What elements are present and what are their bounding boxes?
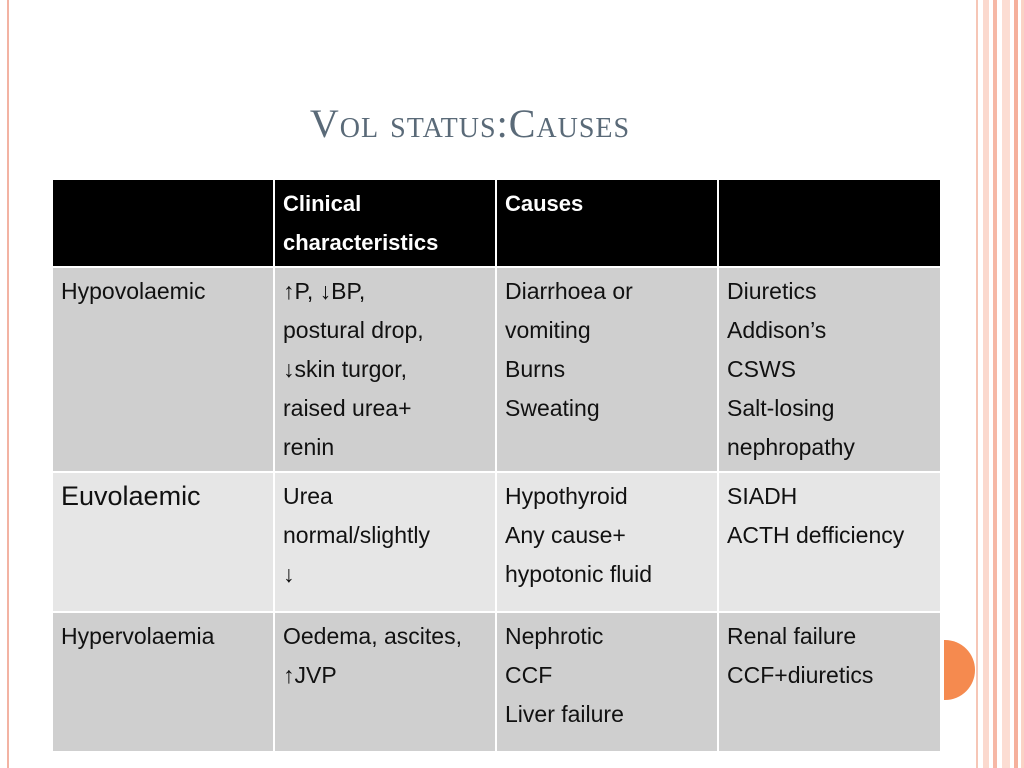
cell-line: ACTH defficiency	[727, 522, 905, 548]
table-row	[52, 267, 941, 472]
cell-line: Diarrhoea or	[505, 278, 633, 304]
other-causes-cell	[718, 267, 941, 472]
header-cell	[52, 179, 274, 267]
header-cell-causes: Causes	[496, 179, 718, 267]
row-label-hypervolaemia: Hypervolaemia	[52, 612, 274, 752]
cell-line: CSWS	[727, 356, 796, 382]
cell-line: SIADH	[727, 483, 798, 509]
other-causes-cell	[718, 472, 941, 612]
cell-line: Renal failure	[727, 623, 857, 649]
cell-line: Liver failure	[505, 701, 624, 727]
table-row	[52, 472, 941, 612]
slide-frame-right	[976, 0, 1024, 768]
clinical-cell	[274, 267, 496, 472]
clinical-cell	[274, 612, 496, 752]
frame-stripe	[993, 0, 997, 768]
slide-title: Vol status:Causes	[309, 101, 631, 146]
cell-line: Oedema, ascites,	[283, 623, 462, 649]
cell-line: Sweating	[505, 395, 600, 421]
header-cell	[718, 179, 941, 267]
cell-line: Urea	[283, 483, 333, 509]
cell-line: ↓skin turgor,	[283, 356, 407, 382]
volume-status-table	[51, 178, 942, 753]
other-causes-cell	[718, 612, 941, 752]
frame-stripe	[983, 0, 989, 768]
cell-line: Diuretics	[727, 278, 817, 304]
causes-cell	[496, 612, 718, 752]
cell-line: Addison’s	[727, 317, 827, 343]
cell-line: Burns	[505, 356, 566, 382]
clinical-cell	[274, 472, 496, 612]
cell-line: Nephrotic	[505, 623, 604, 649]
cell-line: hypotonic fluid	[505, 561, 653, 587]
row-label-euvolaemic: Euvolaemic	[52, 472, 274, 612]
cell-line: postural drop,	[283, 317, 424, 343]
causes-cell	[496, 267, 718, 472]
cell-line: CCF	[505, 662, 553, 688]
orange-accent-circle	[943, 640, 975, 700]
frame-stripe	[1002, 0, 1010, 768]
header-cell-clinical: Clinical characteristics	[274, 179, 496, 267]
causes-cell	[496, 472, 718, 612]
cell-line: renin	[283, 434, 335, 460]
frame-stripe	[1014, 0, 1018, 768]
table-row	[52, 612, 941, 752]
cell-line: nephropathy	[727, 434, 855, 460]
cell-line: Any cause+	[505, 522, 626, 548]
cell-line: ↑JVP	[283, 662, 337, 688]
cell-line: ↓	[283, 561, 295, 587]
cell-line: Hypothyroid	[505, 483, 628, 509]
cell-line: CCF+diuretics	[727, 662, 874, 688]
cell-line: normal/slightly	[283, 522, 430, 548]
cell-line: ↑P, ↓BP,	[283, 278, 366, 304]
row-label-hypovolaemic: Hypovolaemic	[52, 267, 274, 472]
cell-line: vomiting	[505, 317, 591, 343]
cell-line: Salt-losing	[727, 395, 835, 421]
table-header-row	[52, 179, 941, 267]
cell-line: raised urea+	[283, 395, 412, 421]
frame-stripe	[976, 0, 978, 768]
